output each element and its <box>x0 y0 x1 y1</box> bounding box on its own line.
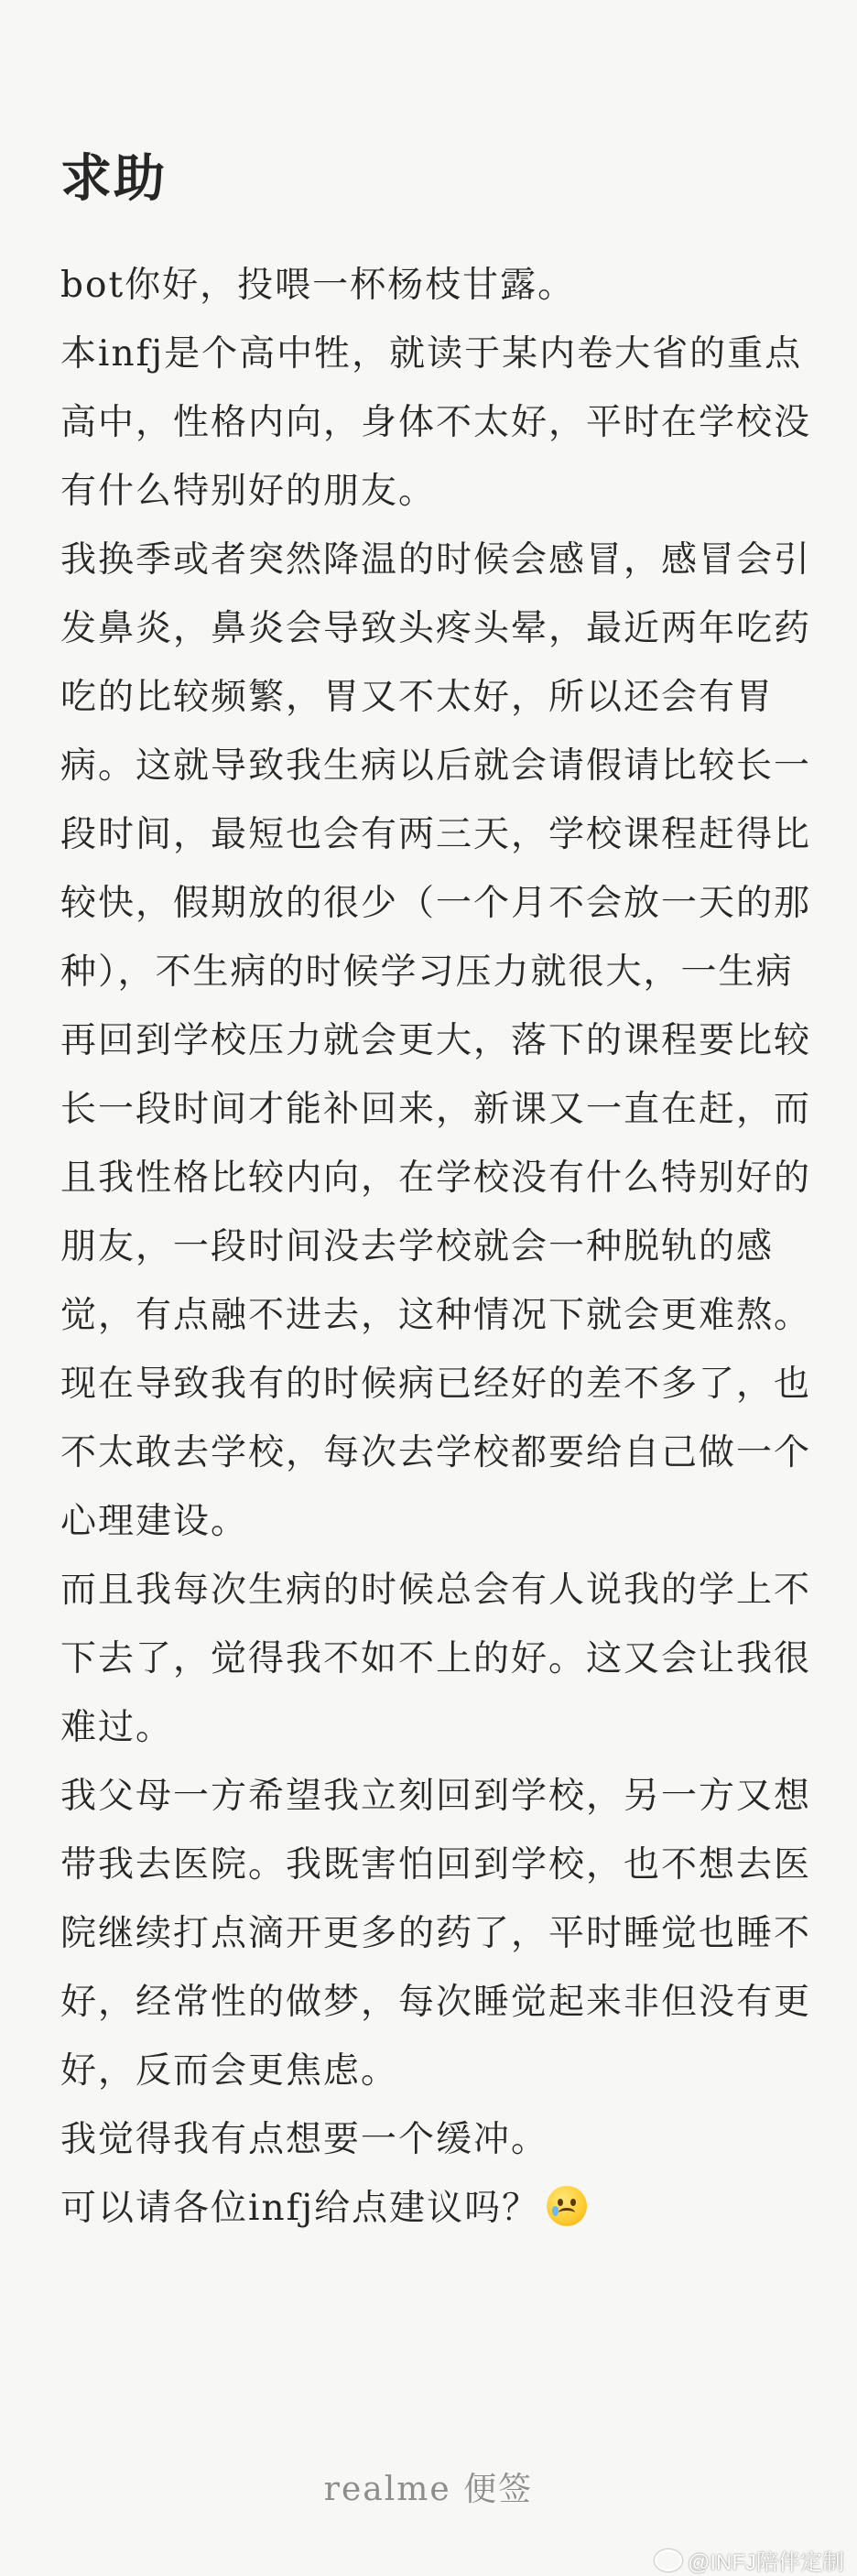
note-paragraph: 我父母一方希望我立刻回到学校，另一方又想带我去医院。我既害怕回到学校，也不想去医院继续打点滴开更多的药了，平时睡觉也睡不好，经常性的做梦，每次睡觉起来非但没有更好，反而会更焦虑。 <box>60 1776 812 2092</box>
note-content <box>60 147 811 2243</box>
note-paragraph: 我觉得我有点想要一个缓冲。 <box>60 2119 549 2160</box>
watermark-text: @INFJ陪伴定制 <box>687 2550 844 2575</box>
note-paragraph-last <box>60 2174 811 2243</box>
note-paragraph: bot你好，投喂一杯杨枝甘露。 <box>60 265 576 306</box>
weibo-icon <box>655 2549 682 2571</box>
note-paragraph: 而且我每次生病的时候总会有人说我的学上不下去了，觉得我不如不上的好。这又会让我很难过。 <box>60 1570 812 1748</box>
note-title: 求助 <box>60 148 167 209</box>
app-footer-label: realme 便签 <box>323 2471 534 2508</box>
note-paragraph: 我换季或者突然降温的时候会感冒，感冒会引发鼻炎，鼻炎会导致头疼头晕，最近两年吃药吃的比较频繁，胃又不太好，所以还会有胃病。这就导致我生病以后就会请假请比较长一段时间，最短也会有两三天，学校课程赶得比较快，假期放的很少（一个月不会放一天的那种），不生病的时候学习压力就很大，一生病再回到学校压力就会更大，落下的课程要比较长一段时间才能补回来，新课又一直在赶，而且我性格比较内向，在学校没有什么特别好的朋友，一段时间没去学校就会一种脱轨的感觉，有点融不进去，这种情况下就会更难熬。现在导致我有的时候病已经好的差不多了，也不太敢去学校，每次去学校都要给自己做一个心理建设。 <box>60 539 812 1542</box>
weibo-watermark <box>655 2544 844 2576</box>
note-body <box>60 251 811 2243</box>
note-paragraph: 本infj是个高中牲，就读于某内卷大省的重点高中，性格内向，身体不太好，平时在学校没有什么特别好的朋友。 <box>60 333 812 512</box>
crying-face-icon <box>547 2186 587 2226</box>
note-paragraph-text: 可以请各位infj给点建议吗？ <box>60 2188 540 2229</box>
